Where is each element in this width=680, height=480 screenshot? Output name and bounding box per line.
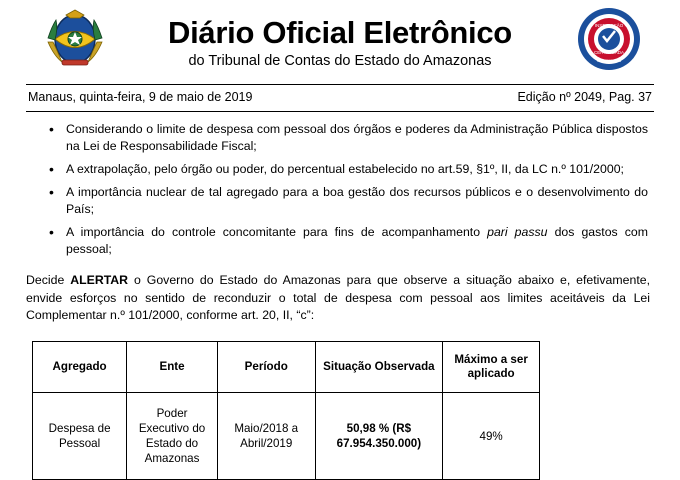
issue-edition: Edição nº 2049, Pag. 37 [517,90,652,104]
list-item: • Considerando o limite de despesa com pessoal dos órgãos e poderes da Administração Pública dispostos na Lei de Responsabilidade Fiscal; [66,121,654,155]
situation-table-wrapper [26,341,654,480]
column-header-agregado: Agregado [33,342,127,393]
masthead [26,0,654,82]
cell-maximo: 49% [443,393,540,480]
cell-situacao: 50,98 % (R$ 67.954.350.000) [315,393,443,480]
column-header-situacao: Situação Observada [315,342,443,393]
list-item: • A importância nuclear de tal agregado para a boa gestão dos recursos públicos e o desenvolvimento do País; [66,184,654,218]
issue-place-date: Manaus, quinta-feira, 9 de maio de 2019 [28,90,253,104]
svg-text:CERTIFICADA: CERTIFICADA [594,50,624,55]
list-item-italic: pari passu [487,224,548,239]
cell-agregado: Despesa de Pessoal [33,393,127,480]
table-header-row [33,342,540,393]
table-row [33,393,540,480]
svg-text:INSTITUIÇÃO: INSTITUIÇÃO [594,23,624,28]
iso-certification-seal-icon [576,6,642,72]
decision-keyword: ALERTAR [70,272,129,287]
page-title: Diário Oficial Eletrônico [168,15,512,51]
page-subtitle: do Tribunal de Contas do Estado do Amazonas [188,52,492,69]
list-item [66,224,654,258]
issue-line [26,85,654,109]
column-header-periodo: Período [217,342,315,393]
list-item: • A extrapolação, pelo órgão ou poder, do percentual estabelecido no art.59, §1º, II, da LC n.º 101/2000; [66,161,654,178]
decision-post: o Governo do Estado do Amazonas para que observe a situação abaixo e, efetivamente, envide esforços no sentido de reconduzir o total de despesa com pessoal aos limites aceitáveis da Lei Complementar n.º 101/2000, conforme art. 20, II, “c”: [26,272,650,323]
title-block [26,17,654,69]
list-item-text-part2: dos gastos com pessoal; [66,224,648,256]
cell-periodo: Maio/2018 a Abril/2019 [217,393,315,480]
svg-text:ISO 9001:2008: ISO 9001:2008 [596,59,622,63]
situation-table [32,341,540,480]
cell-ente: Poder Executivo do Estado do Amazonas [127,393,218,480]
list-item-text-part1: A importância do controle concomitante para fins de acompanhamento [66,224,488,239]
document-body [26,112,654,480]
decision-paragraph [26,272,654,325]
considerations-list [26,121,654,258]
decision-pre: Decide [26,272,71,287]
column-header-maximo: Máximo a ser aplicado [443,342,540,393]
column-header-ente: Ente [127,342,218,393]
amazonas-coat-of-arms-icon [42,8,108,70]
